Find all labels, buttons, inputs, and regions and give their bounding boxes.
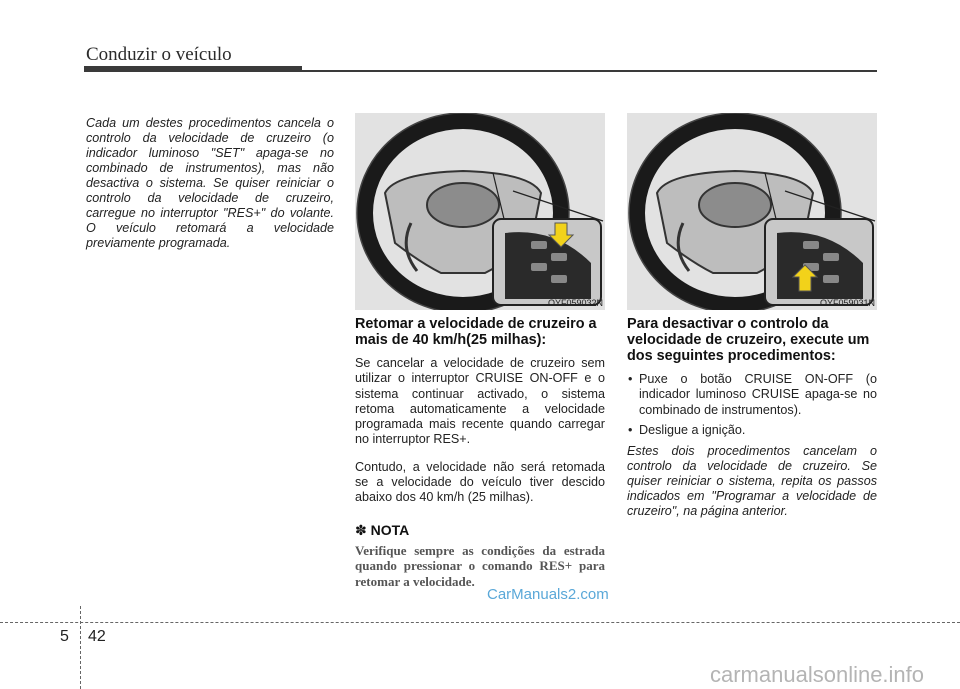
resume-heading: Retomar a velocidade de cruzeiro a mais de 40 km/h(25 milhas): [355, 316, 597, 348]
watermark-carmanuals2: CarManuals2.com [487, 586, 609, 603]
footer-vertical-divider [80, 606, 81, 689]
intro-paragraph: Cada um destes procedimentos cancela o controlo da velocidade de cruzeiro (o indicador luminoso "SET" apaga-se no combinado de instrumentos), mas não desactiva o sistema. Se quiser reiniciar o controlo da velocidade de cruzeiro, carregue no interruptor "RES+" do volante. O veículo retomará a velocidade previamente programada. [86, 116, 334, 250]
chapter-number: 5 [60, 628, 69, 645]
list-item: • Puxe o botão CRUISE ON-OFF (o indicador luminoso CRUISE apaga-se no combinado de instrumentos). [628, 372, 877, 417]
steering-wheel-figure-resume [355, 113, 605, 310]
note-heading: ✽ NOTA [355, 521, 410, 538]
page-header-title: Conduzir o veículo [86, 44, 232, 65]
figure-code: OYF059032N [547, 298, 603, 308]
steering-wheel-illustration [355, 113, 605, 310]
steering-wheel-figure-deactivate [627, 113, 877, 310]
note-text: Verifique sempre as condições da estrada quando pressionar o comando RES+ para retomar a velocidade. [355, 542, 605, 589]
footer-divider [0, 622, 960, 623]
watermark-site: carmanualsonline.info [710, 662, 925, 687]
bullet-icon: • [628, 372, 633, 386]
header-rule-thin [300, 70, 877, 72]
deactivate-closing: Estes dois procedimentos cancelam o controlo da velocidade de cruzeiro. Se quiser reiniciar o sistema, repita os passos indicados em "Programar a velocidade de cruzeiro", na página anterior. [627, 444, 877, 519]
resume-paragraph-2: Contudo, a velocidade não será retomada se a velocidade do veículo tiver descido abaixo dos 40 km/h (25 milhas). [355, 459, 605, 505]
resume-column [355, 316, 605, 589]
list-item: • Desligue a ignição. [628, 422, 746, 437]
page-number: 42 [88, 628, 106, 645]
deactivate-column [627, 316, 877, 519]
header-rule-thick [84, 66, 302, 72]
steering-wheel-illustration [627, 113, 877, 310]
deactivate-heading: Para desactivar o controlo da velocidade de cruzeiro, execute um dos seguintes procedimentos: [627, 316, 870, 364]
resume-paragraph-1: Se cancelar a velocidade de cruzeiro sem utilizar o interruptor CRUISE ON-OFF e o sistema continuar activado, o sistema retoma automaticamente a velocidade programada mais recente quando carregar no interruptor RES+. [355, 356, 605, 447]
deactivate-list [627, 372, 877, 438]
intro-column [86, 116, 334, 251]
figure-code: OYF059031N [819, 298, 875, 308]
bullet-icon: • [628, 422, 633, 437]
